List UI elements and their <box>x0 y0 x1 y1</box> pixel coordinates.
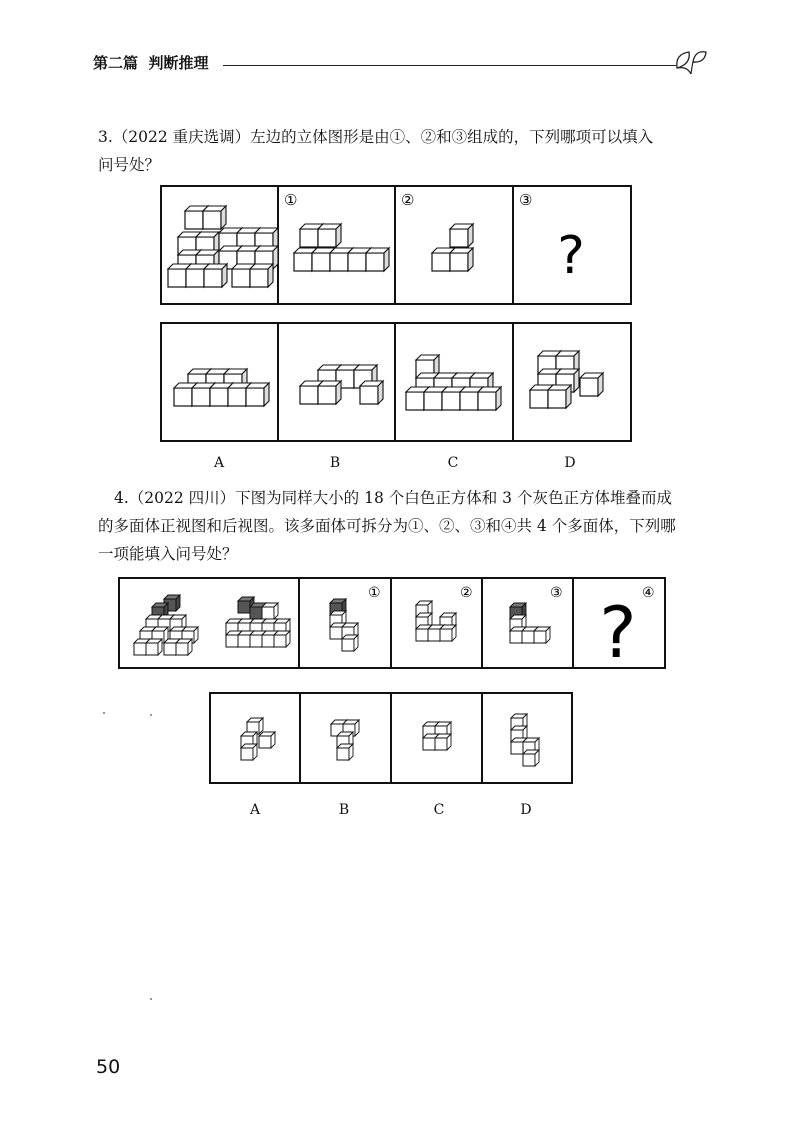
q3-label-1: ① <box>284 191 298 209</box>
q4-back-view <box>226 597 290 647</box>
scan-speck <box>103 712 105 714</box>
header-text <box>93 52 208 73</box>
q3-option-c[interactable]: C <box>447 455 459 471</box>
q4-piece-1 <box>330 599 358 651</box>
q4-label-1: ① <box>368 585 381 601</box>
scan-speck <box>150 714 152 716</box>
q3-option-c-shape <box>406 355 501 410</box>
header-section: 第二篇 <box>93 54 139 72</box>
q4-piece-2 <box>416 601 456 641</box>
q3-option-a[interactable]: A <box>213 455 225 471</box>
question-4-options-figure <box>209 692 573 784</box>
q3-piece-2 <box>432 224 473 271</box>
page-number: 50 <box>96 1056 121 1078</box>
q3-option-b-shape <box>300 365 383 404</box>
q4-question-mark: ? <box>599 592 637 669</box>
q3-option-d-shape <box>530 351 603 408</box>
q4-option-a[interactable]: A <box>249 802 261 818</box>
question-3-line-1: 3.（2022 重庆选调）左边的立体图形是由①、②和③组成的，下列哪项可以填入 <box>98 128 654 146</box>
q4-label-2: ② <box>460 585 473 601</box>
header-rule <box>223 65 676 66</box>
q4-option-c[interactable]: C <box>433 802 445 818</box>
question-3-line-2: 问号处？ <box>98 156 161 174</box>
sprout-icon <box>673 46 709 76</box>
header-title: 判断推理 <box>148 54 209 72</box>
q3-label-2: ② <box>401 191 415 209</box>
q4-label-4: ④ <box>642 585 655 601</box>
q4-option-d-shape <box>511 714 539 766</box>
q4-option-b[interactable]: B <box>338 802 350 818</box>
question-3 <box>98 123 698 179</box>
page-header <box>93 46 703 76</box>
q3-option-a-shape <box>174 369 269 406</box>
question-4-line-2: 的多面体正视图和后视图。该多面体可拆分为①、②、③和④共 4 个多面体，下列哪 <box>98 517 676 535</box>
q4-option-d[interactable]: D <box>520 802 532 818</box>
q4-label-3: ③ <box>550 585 563 601</box>
question-4-line-3: 一项能填入问号处？ <box>98 545 238 563</box>
q3-option-d[interactable]: D <box>564 455 576 471</box>
question-4-line-1: 4.（2022 四川）下图为同样大小的 18 个白色正方体和 3 个灰色正方体堆叠而成 <box>114 489 672 507</box>
q3-question-mark: ? <box>557 226 585 286</box>
q4-front-view <box>134 595 198 655</box>
q4-piece-3 <box>510 603 550 643</box>
q3-piece-1 <box>294 224 389 271</box>
question-3-options-figure <box>160 322 632 442</box>
q4-option-a-shape <box>241 718 275 760</box>
question-4 <box>98 484 698 568</box>
question-3-figure <box>160 185 632 305</box>
q4-option-c-shape <box>423 722 451 750</box>
q3-option-b[interactable]: B <box>329 455 341 471</box>
q3-combined-solid <box>168 206 278 287</box>
q3-label-3: ③ <box>519 191 533 209</box>
scan-speck <box>150 998 152 1000</box>
q4-option-b-shape <box>331 720 359 760</box>
question-4-figure <box>118 577 666 669</box>
